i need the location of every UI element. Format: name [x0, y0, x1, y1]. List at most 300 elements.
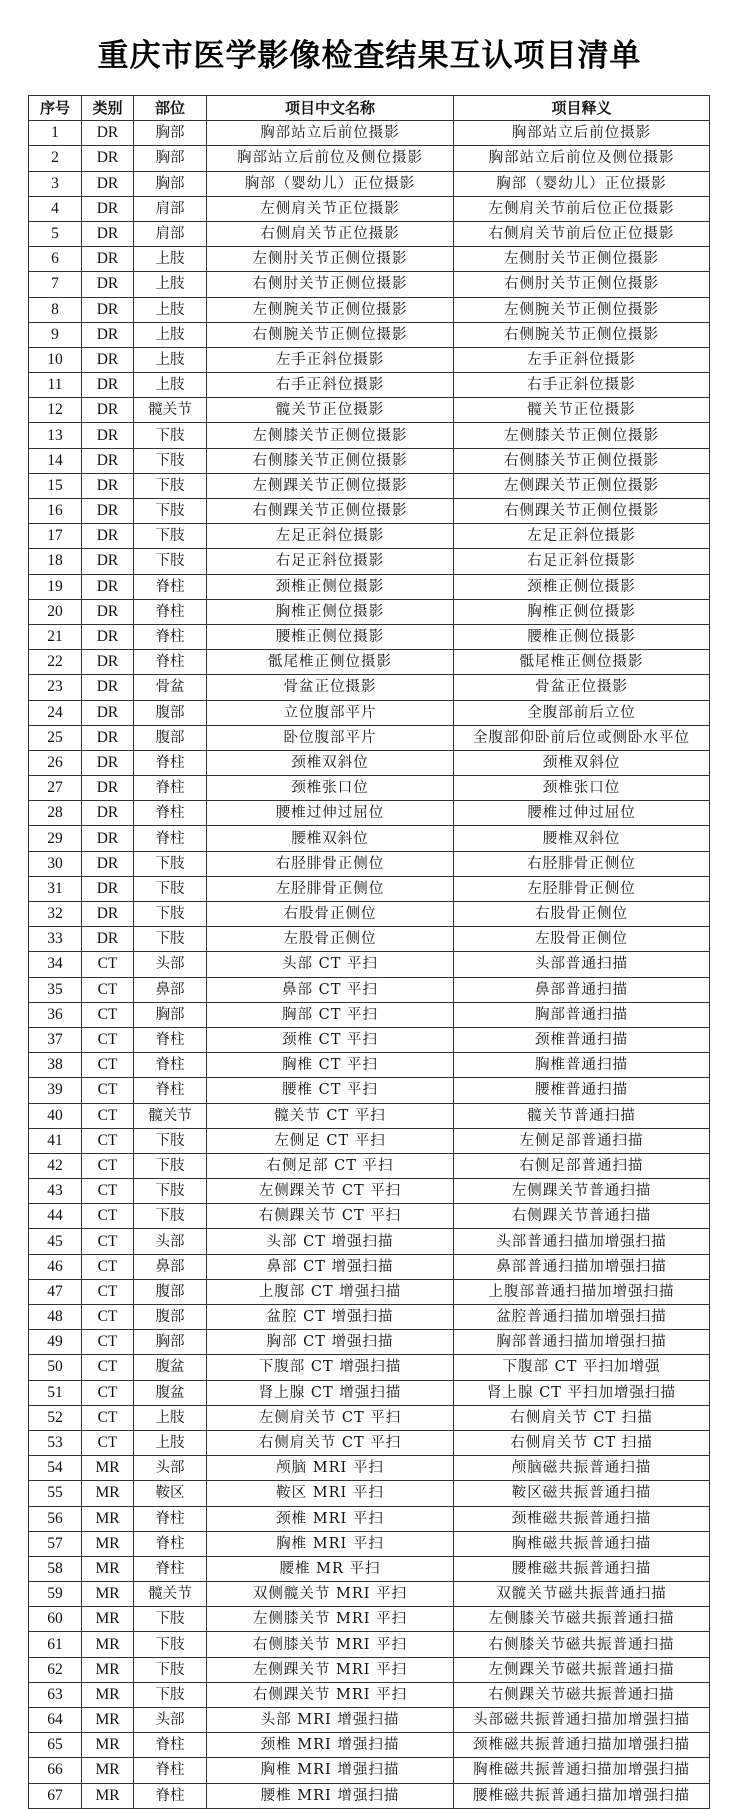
serial-cell: 29 [29, 826, 82, 851]
category-cell: DR [82, 650, 134, 675]
category-cell: DR [82, 826, 134, 851]
category-cell: CT [82, 1405, 134, 1430]
item-description-cell: 颈椎普通扫描 [454, 1027, 710, 1052]
body-part-cell: 头部 [134, 1708, 207, 1733]
serial-cell: 14 [29, 448, 82, 473]
item-description-cell: 腰椎过伸过屈位 [454, 801, 710, 826]
item-description-cell: 腰椎普通扫描 [454, 1078, 710, 1103]
serial-cell: 6 [29, 247, 82, 272]
serial-cell: 67 [29, 1783, 82, 1808]
table-row [29, 1632, 710, 1657]
category-cell: CT [82, 1330, 134, 1355]
table-row [29, 1279, 710, 1304]
item-name-cell: 左侧足 CT 平扫 [207, 1128, 454, 1153]
serial-cell: 12 [29, 398, 82, 423]
table-row [29, 448, 710, 473]
category-cell: DR [82, 524, 134, 549]
item-name-cell: 腰椎过伸过屈位 [207, 801, 454, 826]
table-row [29, 902, 710, 927]
item-description-cell: 鞍区磁共振普通扫描 [454, 1481, 710, 1506]
category-cell: MR [82, 1456, 134, 1481]
category-cell: CT [82, 977, 134, 1002]
table-row [29, 725, 710, 750]
body-part-cell: 脊柱 [134, 1733, 207, 1758]
item-description-cell: 头部普通扫描 [454, 952, 710, 977]
table-row [29, 599, 710, 624]
table-row [29, 1153, 710, 1178]
item-description-cell: 左侧足部普通扫描 [454, 1128, 710, 1153]
item-description-cell: 鼻部普通扫描加增强扫描 [454, 1254, 710, 1279]
category-cell: DR [82, 675, 134, 700]
table-row [29, 272, 710, 297]
item-name-cell: 鞍区 MRI 平扫 [207, 1481, 454, 1506]
item-description-cell: 头部磁共振普通扫描加增强扫描 [454, 1708, 710, 1733]
serial-cell: 64 [29, 1708, 82, 1733]
body-part-cell: 下肢 [134, 448, 207, 473]
item-name-cell: 右侧腕关节正侧位摄影 [207, 322, 454, 347]
body-part-cell: 上肢 [134, 272, 207, 297]
serial-cell: 18 [29, 549, 82, 574]
body-part-cell: 脊柱 [134, 624, 207, 649]
body-part-cell: 脊柱 [134, 1506, 207, 1531]
body-part-cell: 鞍区 [134, 1481, 207, 1506]
item-name-cell: 腰椎双斜位 [207, 826, 454, 851]
body-part-cell: 脊柱 [134, 801, 207, 826]
serial-cell: 9 [29, 322, 82, 347]
table-row [29, 1355, 710, 1380]
body-part-cell: 肩部 [134, 221, 207, 246]
body-part-cell: 脊柱 [134, 1027, 207, 1052]
body-part-cell: 脊柱 [134, 750, 207, 775]
table-row [29, 398, 710, 423]
category-cell: DR [82, 196, 134, 221]
category-cell: MR [82, 1531, 134, 1556]
item-description-cell: 左侧踝关节普通扫描 [454, 1179, 710, 1204]
table-row [29, 1078, 710, 1103]
item-name-cell: 胸部站立后前位摄影 [207, 121, 454, 146]
body-part-cell: 胸部 [134, 1002, 207, 1027]
table-row [29, 1783, 710, 1808]
item-description-cell: 右侧膝关节磁共振普通扫描 [454, 1632, 710, 1657]
table-header-row [29, 96, 710, 121]
category-cell: CT [82, 1103, 134, 1128]
category-cell: DR [82, 272, 134, 297]
item-name-cell: 颈椎双斜位 [207, 750, 454, 775]
serial-cell: 32 [29, 902, 82, 927]
category-cell: CT [82, 1380, 134, 1405]
body-part-cell: 上肢 [134, 297, 207, 322]
table-row [29, 1733, 710, 1758]
body-part-cell: 脊柱 [134, 650, 207, 675]
body-part-cell: 脊柱 [134, 826, 207, 851]
item-name-cell: 右胫腓骨正侧位 [207, 851, 454, 876]
serial-cell: 30 [29, 851, 82, 876]
serial-cell: 38 [29, 1053, 82, 1078]
category-cell: CT [82, 1002, 134, 1027]
table-row [29, 297, 710, 322]
item-name-cell: 颈椎 MRI 平扫 [207, 1506, 454, 1531]
serial-cell: 10 [29, 347, 82, 372]
item-name-cell: 左股骨正侧位 [207, 927, 454, 952]
category-cell: DR [82, 373, 134, 398]
table-row [29, 549, 710, 574]
item-name-cell: 右侧膝关节正侧位摄影 [207, 448, 454, 473]
body-part-cell: 脊柱 [134, 599, 207, 624]
serial-cell: 8 [29, 297, 82, 322]
item-name-cell: 左侧肘关节正侧位摄影 [207, 247, 454, 272]
serial-cell: 43 [29, 1179, 82, 1204]
table-row [29, 952, 710, 977]
table-row [29, 1053, 710, 1078]
serial-cell: 7 [29, 272, 82, 297]
item-description-cell: 腰椎双斜位 [454, 826, 710, 851]
item-name-cell: 左侧肩关节 CT 平扫 [207, 1405, 454, 1430]
body-part-cell: 下肢 [134, 473, 207, 498]
item-name-cell: 头部 CT 增强扫描 [207, 1229, 454, 1254]
table-row [29, 1556, 710, 1581]
serial-cell: 53 [29, 1430, 82, 1455]
item-name-cell: 盆腔 CT 增强扫描 [207, 1305, 454, 1330]
table-row [29, 373, 710, 398]
serial-cell: 40 [29, 1103, 82, 1128]
serial-cell: 27 [29, 776, 82, 801]
category-cell: MR [82, 1783, 134, 1808]
item-name-cell: 胸椎 CT 平扫 [207, 1053, 454, 1078]
serial-cell: 48 [29, 1305, 82, 1330]
category-cell: CT [82, 1229, 134, 1254]
table-row [29, 1481, 710, 1506]
table-row [29, 1657, 710, 1682]
item-name-cell: 胸椎 MRI 平扫 [207, 1531, 454, 1556]
category-cell: DR [82, 448, 134, 473]
category-cell: DR [82, 473, 134, 498]
table-row [29, 146, 710, 171]
category-cell: DR [82, 574, 134, 599]
item-name-cell: 左侧踝关节 MRI 平扫 [207, 1657, 454, 1682]
serial-cell: 1 [29, 121, 82, 146]
item-name-cell: 骶尾椎正侧位摄影 [207, 650, 454, 675]
item-name-cell: 颈椎张口位 [207, 776, 454, 801]
category-cell: CT [82, 1078, 134, 1103]
serial-cell: 62 [29, 1657, 82, 1682]
item-description-cell: 颈椎张口位 [454, 776, 710, 801]
item-name-cell: 左足正斜位摄影 [207, 524, 454, 549]
body-part-cell: 腹部 [134, 725, 207, 750]
category-cell: CT [82, 1305, 134, 1330]
serial-cell: 57 [29, 1531, 82, 1556]
table-row [29, 1430, 710, 1455]
category-cell: DR [82, 725, 134, 750]
table-row [29, 1027, 710, 1052]
serial-cell: 59 [29, 1582, 82, 1607]
body-part-cell: 下肢 [134, 1607, 207, 1632]
body-part-cell: 上肢 [134, 322, 207, 347]
serial-cell: 26 [29, 750, 82, 775]
table-row [29, 1229, 710, 1254]
table-row [29, 322, 710, 347]
item-description-cell: 右侧肩关节前后位正位摄影 [454, 221, 710, 246]
category-cell: DR [82, 347, 134, 372]
category-cell: CT [82, 1204, 134, 1229]
serial-cell: 36 [29, 1002, 82, 1027]
body-part-cell: 脊柱 [134, 1078, 207, 1103]
category-cell: DR [82, 549, 134, 574]
category-cell: MR [82, 1708, 134, 1733]
body-part-cell: 脊柱 [134, 776, 207, 801]
category-cell: DR [82, 902, 134, 927]
header-item-description: 项目释义 [454, 96, 710, 121]
item-name-cell: 腰椎 MRI 增强扫描 [207, 1783, 454, 1808]
item-name-cell: 腰椎 CT 平扫 [207, 1078, 454, 1103]
body-part-cell: 脊柱 [134, 1053, 207, 1078]
body-part-cell: 脊柱 [134, 1531, 207, 1556]
table-row [29, 1531, 710, 1556]
item-name-cell: 颈椎正侧位摄影 [207, 574, 454, 599]
category-cell: CT [82, 1153, 134, 1178]
category-cell: DR [82, 121, 134, 146]
item-name-cell: 胸椎正侧位摄影 [207, 599, 454, 624]
category-cell: MR [82, 1632, 134, 1657]
body-part-cell: 下肢 [134, 902, 207, 927]
body-part-cell: 下肢 [134, 1682, 207, 1707]
body-part-cell: 腹盆 [134, 1355, 207, 1380]
serial-cell: 20 [29, 599, 82, 624]
serial-cell: 60 [29, 1607, 82, 1632]
table-row [29, 196, 710, 221]
item-name-cell: 颈椎 CT 平扫 [207, 1027, 454, 1052]
item-description-cell: 双髋关节磁共振普通扫描 [454, 1582, 710, 1607]
body-part-cell: 脊柱 [134, 1783, 207, 1808]
table-row [29, 1128, 710, 1153]
serial-cell: 19 [29, 574, 82, 599]
table-row [29, 1305, 710, 1330]
category-cell: CT [82, 1279, 134, 1304]
table-row [29, 121, 710, 146]
item-description-cell: 右侧踝关节磁共振普通扫描 [454, 1682, 710, 1707]
item-name-cell: 右侧肩关节 CT 平扫 [207, 1430, 454, 1455]
item-description-cell: 颅脑磁共振普通扫描 [454, 1456, 710, 1481]
item-description-cell: 右侧肘关节正侧位摄影 [454, 272, 710, 297]
serial-cell: 3 [29, 171, 82, 196]
table-row [29, 624, 710, 649]
body-part-cell: 脊柱 [134, 574, 207, 599]
category-cell: MR [82, 1506, 134, 1531]
category-cell: DR [82, 423, 134, 448]
category-cell: MR [82, 1556, 134, 1581]
table-row [29, 423, 710, 448]
document-title: 重庆市医学影像检查结果互认项目清单 [97, 38, 642, 74]
serial-cell: 42 [29, 1153, 82, 1178]
item-name-cell: 腰椎 MR 平扫 [207, 1556, 454, 1581]
item-description-cell: 右侧肩关节 CT 扫描 [454, 1405, 710, 1430]
category-cell: CT [82, 1053, 134, 1078]
serial-cell: 31 [29, 876, 82, 901]
serial-cell: 61 [29, 1632, 82, 1657]
item-name-cell: 左胫腓骨正侧位 [207, 876, 454, 901]
category-cell: MR [82, 1582, 134, 1607]
serial-cell: 54 [29, 1456, 82, 1481]
table-row [29, 221, 710, 246]
body-part-cell: 腹部 [134, 1279, 207, 1304]
body-part-cell: 鼻部 [134, 1254, 207, 1279]
body-part-cell: 下肢 [134, 499, 207, 524]
serial-cell: 2 [29, 146, 82, 171]
item-description-cell: 右侧踝关节正侧位摄影 [454, 499, 710, 524]
category-cell: CT [82, 1355, 134, 1380]
body-part-cell: 髋关节 [134, 1103, 207, 1128]
body-part-cell: 下肢 [134, 1632, 207, 1657]
table-row [29, 650, 710, 675]
serial-cell: 16 [29, 499, 82, 524]
body-part-cell: 胸部 [134, 146, 207, 171]
item-description-cell: 颈椎磁共振普通扫描 [454, 1506, 710, 1531]
item-name-cell: 胸部 CT 平扫 [207, 1002, 454, 1027]
item-name-cell: 左侧腕关节正侧位摄影 [207, 297, 454, 322]
body-part-cell: 髋关节 [134, 398, 207, 423]
item-description-cell: 左侧膝关节磁共振普通扫描 [454, 1607, 710, 1632]
body-part-cell: 肩部 [134, 196, 207, 221]
item-description-cell: 右胫腓骨正侧位 [454, 851, 710, 876]
serial-cell: 52 [29, 1405, 82, 1430]
table-row [29, 1758, 710, 1783]
category-cell: DR [82, 171, 134, 196]
table-row [29, 927, 710, 952]
category-cell: MR [82, 1657, 134, 1682]
body-part-cell: 腹部 [134, 1305, 207, 1330]
item-name-cell: 卧位腹部平片 [207, 725, 454, 750]
item-name-cell: 上腹部 CT 增强扫描 [207, 1279, 454, 1304]
table-row [29, 574, 710, 599]
item-name-cell: 右侧踝关节 MRI 平扫 [207, 1682, 454, 1707]
category-cell: MR [82, 1481, 134, 1506]
table-row [29, 1405, 710, 1430]
serial-cell: 11 [29, 373, 82, 398]
table-row [29, 347, 710, 372]
serial-cell: 49 [29, 1330, 82, 1355]
item-description-cell: 左侧踝关节磁共振普通扫描 [454, 1657, 710, 1682]
body-part-cell: 上肢 [134, 247, 207, 272]
serial-cell: 66 [29, 1758, 82, 1783]
item-name-cell: 左侧肩关节正位摄影 [207, 196, 454, 221]
item-name-cell: 头部 MRI 增强扫描 [207, 1708, 454, 1733]
serial-cell: 21 [29, 624, 82, 649]
table-row [29, 524, 710, 549]
item-description-cell: 腰椎正侧位摄影 [454, 624, 710, 649]
serial-cell: 55 [29, 1481, 82, 1506]
serial-cell: 51 [29, 1380, 82, 1405]
category-cell: DR [82, 927, 134, 952]
item-description-cell: 头部普通扫描加增强扫描 [454, 1229, 710, 1254]
item-description-cell: 左股骨正侧位 [454, 927, 710, 952]
serial-cell: 37 [29, 1027, 82, 1052]
item-description-cell: 胸部站立后前位摄影 [454, 121, 710, 146]
item-description-cell: 右股骨正侧位 [454, 902, 710, 927]
category-cell: MR [82, 1682, 134, 1707]
item-description-cell: 左侧肘关节正侧位摄影 [454, 247, 710, 272]
category-cell: MR [82, 1758, 134, 1783]
table-row [29, 826, 710, 851]
serial-cell: 34 [29, 952, 82, 977]
category-cell: MR [82, 1607, 134, 1632]
table-row [29, 1506, 710, 1531]
category-cell: DR [82, 221, 134, 246]
serial-cell: 24 [29, 700, 82, 725]
serial-cell: 15 [29, 473, 82, 498]
item-description-cell: 颈椎正侧位摄影 [454, 574, 710, 599]
item-description-cell: 上腹部普通扫描加增强扫描 [454, 1279, 710, 1304]
serial-cell: 4 [29, 196, 82, 221]
table-row [29, 977, 710, 1002]
item-description-cell: 右足正斜位摄影 [454, 549, 710, 574]
item-name-cell: 右侧踝关节正侧位摄影 [207, 499, 454, 524]
item-name-cell: 右手正斜位摄影 [207, 373, 454, 398]
item-name-cell: 头部 CT 平扫 [207, 952, 454, 977]
item-description-cell: 左手正斜位摄影 [454, 347, 710, 372]
table-row [29, 1204, 710, 1229]
body-part-cell: 下肢 [134, 876, 207, 901]
header-item-name: 项目中文名称 [207, 96, 454, 121]
item-description-cell: 右侧膝关节正侧位摄影 [454, 448, 710, 473]
item-name-cell: 胸椎 MRI 增强扫描 [207, 1758, 454, 1783]
item-name-cell: 右侧膝关节 MRI 平扫 [207, 1632, 454, 1657]
serial-cell: 33 [29, 927, 82, 952]
serial-cell: 23 [29, 675, 82, 700]
serial-cell: 17 [29, 524, 82, 549]
body-part-cell: 上肢 [134, 373, 207, 398]
item-description-cell: 颈椎磁共振普通扫描加增强扫描 [454, 1733, 710, 1758]
table-body [29, 121, 710, 1809]
project-list-table [28, 95, 710, 1809]
serial-cell: 46 [29, 1254, 82, 1279]
item-description-cell: 左侧膝关节正侧位摄影 [454, 423, 710, 448]
item-description-cell: 右侧腕关节正侧位摄影 [454, 322, 710, 347]
category-cell: DR [82, 322, 134, 347]
category-cell: DR [82, 247, 134, 272]
item-name-cell: 胸部（婴幼儿）正位摄影 [207, 171, 454, 196]
item-name-cell: 右侧肘关节正侧位摄影 [207, 272, 454, 297]
table-row [29, 1254, 710, 1279]
item-description-cell: 胸椎普通扫描 [454, 1053, 710, 1078]
header-serial: 序号 [29, 96, 82, 121]
item-description-cell: 胸部普通扫描加增强扫描 [454, 1330, 710, 1355]
item-name-cell: 胸部 CT 增强扫描 [207, 1330, 454, 1355]
table-row [29, 1179, 710, 1204]
body-part-cell: 头部 [134, 1456, 207, 1481]
item-description-cell: 腰椎磁共振普通扫描加增强扫描 [454, 1783, 710, 1808]
table-row [29, 1582, 710, 1607]
category-cell: CT [82, 1430, 134, 1455]
item-name-cell: 髋关节 CT 平扫 [207, 1103, 454, 1128]
category-cell: DR [82, 599, 134, 624]
serial-cell: 58 [29, 1556, 82, 1581]
category-cell: CT [82, 1179, 134, 1204]
category-cell: DR [82, 624, 134, 649]
item-description-cell: 鼻部普通扫描 [454, 977, 710, 1002]
table-row [29, 1607, 710, 1632]
serial-cell: 28 [29, 801, 82, 826]
item-name-cell: 右侧足部 CT 平扫 [207, 1153, 454, 1178]
item-name-cell: 颅脑 MRI 平扫 [207, 1456, 454, 1481]
category-cell: CT [82, 1128, 134, 1153]
item-description-cell: 右手正斜位摄影 [454, 373, 710, 398]
body-part-cell: 髋关节 [134, 1582, 207, 1607]
body-part-cell: 胸部 [134, 171, 207, 196]
item-description-cell: 胸部（婴幼儿）正位摄影 [454, 171, 710, 196]
category-cell: DR [82, 146, 134, 171]
item-name-cell: 右足正斜位摄影 [207, 549, 454, 574]
item-description-cell: 髋关节普通扫描 [454, 1103, 710, 1128]
item-name-cell: 颈椎 MRI 增强扫描 [207, 1733, 454, 1758]
